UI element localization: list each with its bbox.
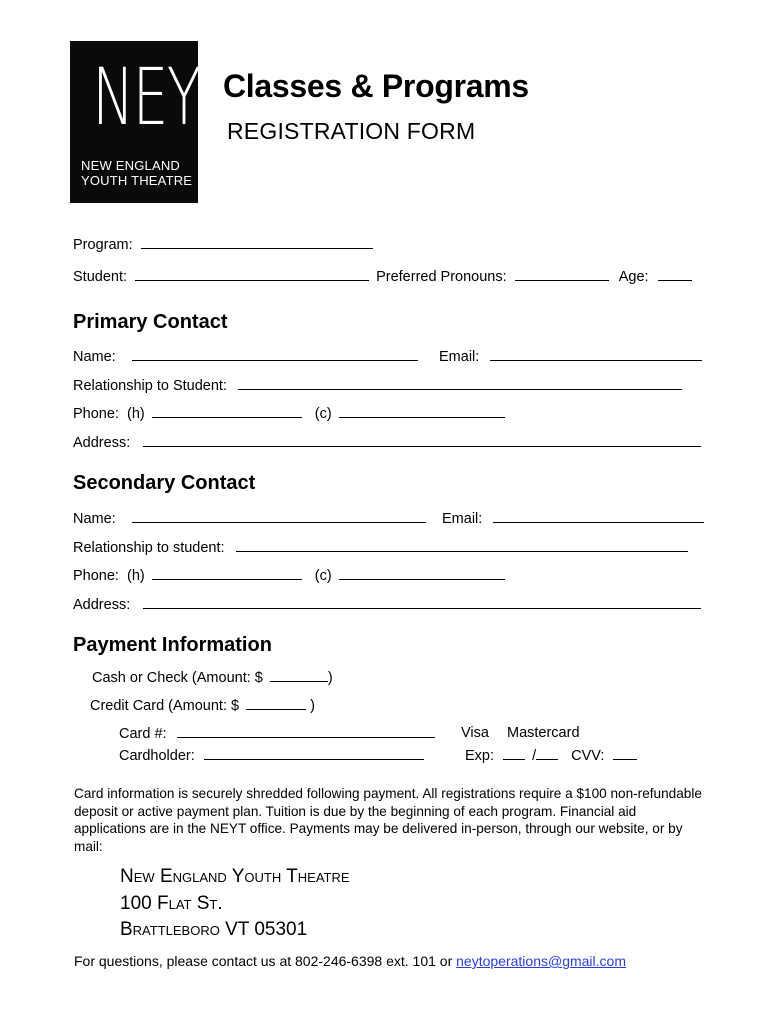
secondary-name-field[interactable] — [132, 509, 426, 523]
program-row — [73, 235, 373, 254]
secondary-address-row — [73, 595, 701, 614]
primary-relationship-label: Relationship to Student: — [73, 378, 227, 394]
card-type-row — [461, 724, 580, 742]
card-amount-field[interactable] — [246, 696, 306, 710]
mastercard-option[interactable]: Mastercard — [506, 725, 580, 741]
secondary-home-phone-field[interactable] — [152, 566, 302, 580]
secondary-name-row — [73, 509, 426, 528]
secondary-phone-row — [73, 566, 505, 585]
primary-name-label: Name: — [73, 349, 116, 365]
student-field[interactable] — [135, 267, 369, 281]
neyt-logo — [70, 41, 233, 203]
age-field[interactable] — [658, 267, 692, 281]
card-number-row — [119, 724, 435, 743]
cvv-label: CVV: — [571, 748, 605, 764]
credit-card-row — [90, 696, 315, 715]
visa-option[interactable]: Visa — [461, 725, 489, 741]
secondary-home-label: (h) — [127, 568, 145, 584]
secondary-address-field[interactable] — [143, 595, 701, 609]
secondary-address-label: Address: — [73, 597, 131, 613]
secondary-relationship-row — [73, 538, 688, 557]
pronouns-field[interactable] — [515, 267, 609, 281]
exp-label: Exp: — [465, 748, 495, 764]
contact-email-link[interactable]: neytoperations@gmail.com — [456, 953, 626, 969]
page-subtitle: REGISTRATION FORM — [227, 118, 476, 144]
payment-heading: Payment Information — [73, 634, 272, 656]
primary-email-row — [439, 347, 702, 366]
cardholder-row — [119, 746, 424, 765]
exp-cvv-row — [465, 746, 637, 765]
logo-line-2: YOUTH THEATRE — [81, 173, 193, 188]
card-close-paren: ) — [306, 698, 315, 714]
primary-relationship-row — [73, 376, 682, 395]
cvv-field[interactable] — [613, 746, 637, 760]
logo-mark: NEYT — [92, 53, 233, 143]
primary-cell-label: (c) — [314, 406, 332, 422]
primary-email-field[interactable] — [490, 347, 702, 361]
primary-address-field[interactable] — [143, 433, 701, 447]
exp-year-field[interactable] — [536, 746, 558, 760]
primary-home-label: (h) — [127, 406, 145, 422]
secondary-contact-heading: Secondary Contact — [73, 472, 256, 494]
logo-line-1: NEW ENGLAND — [81, 158, 180, 173]
credit-card-label: Credit Card (Amount: $ — [90, 698, 240, 714]
payment-notice: Card information is securely shredded following payment. All registrations require a $100 non-refundable deposit or active payment plan. Tuition is due by the beginning of each program. Financial aid applications are in the NEYT office. Payments may be delivered in-person, through our website, or by mail: — [74, 786, 702, 854]
card-number-label: Card #: — [119, 726, 167, 742]
mailing-address-line-3: Brattleboro VT 05301 — [120, 919, 308, 940]
primary-phone-label: Phone: — [73, 406, 119, 422]
cash-check-row — [92, 668, 333, 687]
exp-slash: / — [532, 748, 537, 764]
primary-address-row — [73, 433, 701, 452]
secondary-relationship-field[interactable] — [236, 538, 688, 552]
mailing-address-line-1: New England Youth Theatre — [120, 866, 350, 887]
secondary-email-field[interactable] — [493, 509, 704, 523]
pronouns-label: Preferred Pronouns: — [376, 269, 507, 285]
program-label: Program: — [73, 237, 133, 253]
contact-footer — [74, 953, 626, 969]
cash-check-label: Cash or Check (Amount: $ — [92, 670, 263, 686]
contact-text: For questions, please contact us at 802-246-6398 ext. 101 or — [74, 953, 457, 969]
cardholder-field[interactable] — [204, 746, 424, 760]
secondary-cell-phone-field[interactable] — [339, 566, 505, 580]
cash-amount-field[interactable] — [270, 668, 328, 682]
card-number-field[interactable] — [177, 724, 435, 738]
secondary-relationship-label: Relationship to student: — [73, 540, 225, 556]
mailing-address-line-2: 100 Flat St. — [120, 893, 223, 914]
primary-relationship-field[interactable] — [238, 376, 682, 390]
primary-phone-row — [73, 404, 505, 423]
secondary-cell-label: (c) — [314, 568, 332, 584]
cardholder-label: Cardholder: — [119, 748, 195, 764]
primary-name-field[interactable] — [132, 347, 418, 361]
cash-close-paren: ) — [327, 670, 333, 686]
secondary-email-label: Email: — [442, 511, 483, 527]
age-label: Age: — [618, 269, 649, 285]
primary-contact-heading: Primary Contact — [73, 311, 228, 333]
primary-name-row — [73, 347, 418, 366]
student-row — [73, 267, 692, 286]
secondary-email-row — [442, 509, 704, 528]
primary-email-label: Email: — [439, 349, 480, 365]
secondary-phone-label: Phone: — [73, 568, 119, 584]
secondary-name-label: Name: — [73, 511, 116, 527]
page-title: Classes & Programs — [223, 68, 529, 104]
primary-home-phone-field[interactable] — [152, 404, 302, 418]
exp-month-field[interactable] — [503, 746, 525, 760]
student-label: Student: — [73, 269, 128, 285]
primary-address-label: Address: — [73, 435, 131, 451]
primary-cell-phone-field[interactable] — [339, 404, 505, 418]
program-field[interactable] — [141, 235, 373, 249]
